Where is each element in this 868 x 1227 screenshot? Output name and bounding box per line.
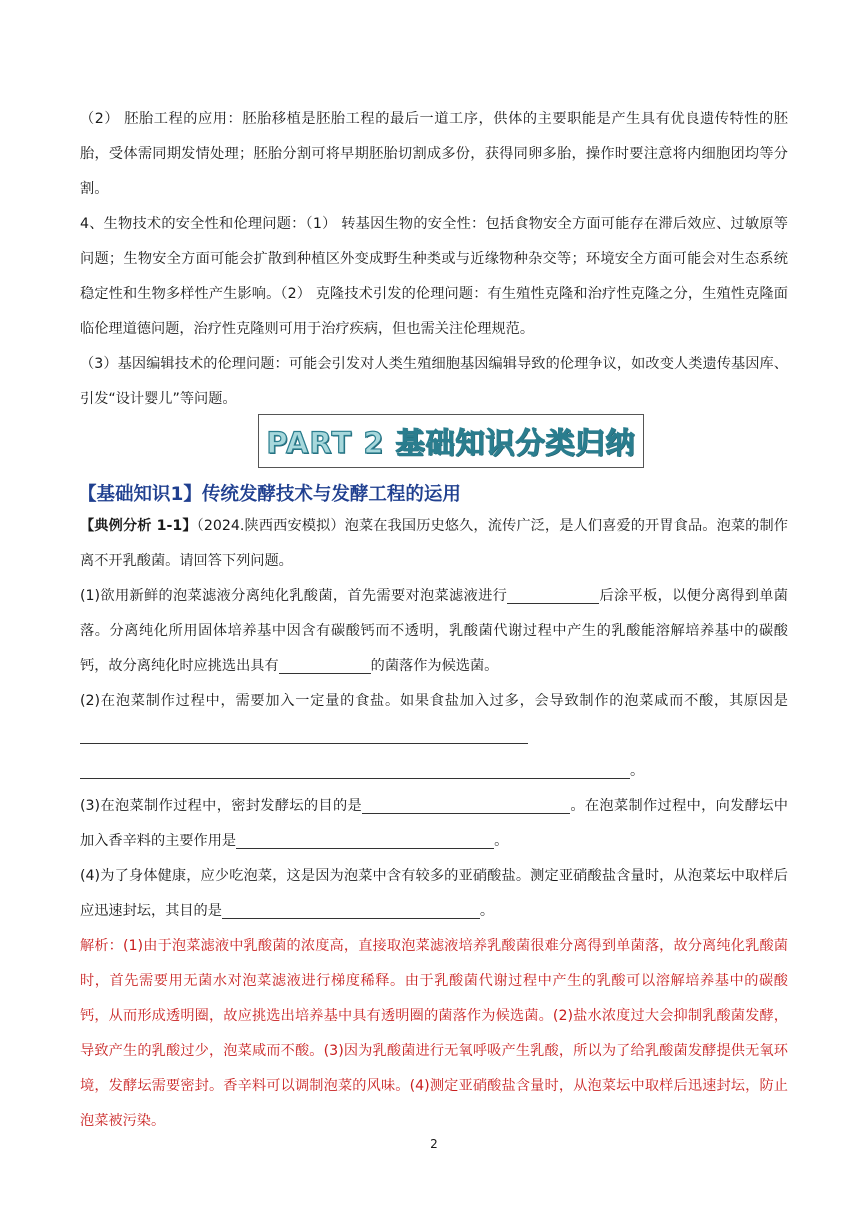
question-1-part-a: (1)欲用新鲜的泡菜滤液分离纯化乳酸菌，首先需要对泡菜滤液进行 [80, 588, 508, 604]
question-3-part-b: 。在泡菜制作过程中，向发酵坛中加入香辛料的主要作用是 [80, 798, 788, 849]
question-2-text: (2)在泡菜制作过程中，需要加入一定量的食盐。如果食盐加入过多，会导致制作的泡菜咸而不酸，其原因是 [80, 693, 788, 709]
answer-blank[interactable] [236, 828, 494, 849]
example-intro-text: （2024.陕西西安模拟）泡菜在我国历史悠久，流传广泛，是人们喜爱的开胃食品。泡菜的制作离不开乳酸菌。请回答下列问题。 [80, 518, 788, 569]
answer-blank[interactable] [80, 723, 528, 744]
question-1 [80, 579, 788, 684]
page-number: 2 [430, 1137, 438, 1151]
answer-blank[interactable] [279, 653, 371, 674]
question-4-end: 。 [479, 903, 495, 919]
part-banner-title: PART 2 基础知识分类归纳 [266, 425, 636, 460]
paragraph-biosafety-ethics: 4、生物技术的安全性和伦理问题：（1） 转基因生物的安全性：包括食物安全方面可能存在滞后效应、过敏原等问题；生物安全方面可能会扩散到种植区外变成野生种类或与近缘物种杂交等；环境安全方面可能会对生态系统稳定性和生物多样性产生影响。（2） 克隆技术引发的伦理问题：有生殖性克隆和治疗性克隆之分，生殖性克隆面临伦理道德问题，治疗性克隆则可用于治疗疾病，但也需关注伦理规范。 [80, 216, 788, 337]
question-2-end: 。 [630, 763, 645, 779]
section-heading: 【基础知识1】传统发酵技术与发酵工程的运用 [78, 484, 461, 505]
part-banner [258, 414, 644, 468]
paragraph-gene-editing-ethics: （3）基因编辑技术的伦理问题：可能会引发对人类生殖细胞基因编辑导致的伦理争议，如改变人类遗传基因库、引发“设计婴儿”等问题。 [80, 356, 788, 407]
answer-blank[interactable] [222, 898, 480, 919]
question-3 [80, 789, 788, 859]
answer-blank[interactable] [80, 758, 630, 779]
example-label: 【典例分析 1-1】 [80, 518, 197, 534]
answer-explanation: 解析：(1)由于泡菜滤液中乳酸菌的浓度高，直接取泡菜滤液培养乳酸菌很难分离得到单菌落，故分离纯化乳酸菌时，首先需要用无菌水对泡菜滤液进行梯度稀释。由于乳酸菌代谢过程中产生的乳酸可以溶解培养基中的碳酸钙，从而形成透明圈，故应挑选出培养基中具有透明圈的菌落作为候选菌。(2)盐水浓度过大会抑制乳酸菌发酵，导致产生的乳酸过少，泡菜咸而不酸。(3)因为乳酸菌进行无氧呼吸产生乳酸，所以为了给乳酸菌发酵提供无氧环境，发酵坛需要密封。香辛料可以调制泡菜的风味。(4)测定亚硝酸盐含量时，从泡菜坛中取样后迅速封坛，防止泡菜被污染。 [80, 938, 788, 1129]
example-intro [80, 509, 788, 579]
top-text-block [80, 102, 788, 417]
question-4-text: (4)为了身体健康，应少吃泡菜，这是因为泡菜中含有较多的亚硝酸盐。测定亚硝酸盐含量时，从泡菜坛中取样后应迅速封坛，其目的是 [80, 868, 788, 919]
answer-blank[interactable] [362, 793, 570, 814]
question-3-part-c: 。 [494, 833, 509, 849]
question-4 [80, 859, 788, 929]
question-2 [80, 684, 788, 789]
question-1-part-b: 后涂平板，以便分离得到单菌落。分离纯化所用固体培养基中因含有碳酸钙而不透明，乳酸菌代谢过程中产生的乳酸能溶解培养基中的碳酸钙，故分离纯化时应挑选出具有 [80, 588, 788, 674]
question-3-part-a: (3)在泡菜制作过程中，密封发酵坛的目的是 [80, 798, 363, 814]
answer-blank[interactable] [507, 583, 599, 604]
question-1-part-c: 的菌落作为候选菌。 [370, 658, 499, 674]
paragraph-embryo-application: （2） 胚胎工程的应用：胚胎移植是胚胎工程的最后一道工序，供体的主要职能是产生具有优良遗传特性的胚胎，受体需同期发情处理；胚胎分割可将早期胚胎切割成多份，获得同卵多胎，操作时要注意将内细胞团均等分割。 [80, 111, 788, 197]
example-block [80, 509, 788, 1139]
